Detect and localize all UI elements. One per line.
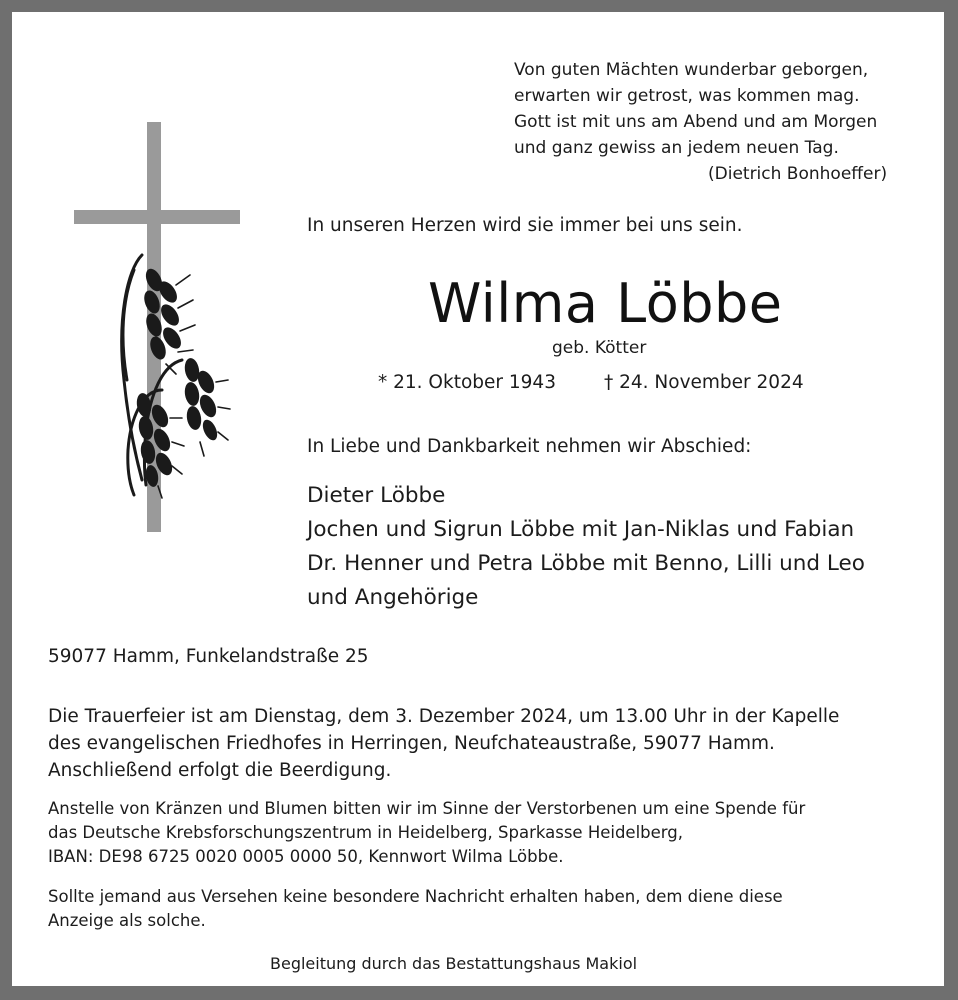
poem-author: (Dietrich Bonhoeffer) xyxy=(708,164,888,184)
family-address: 59077 Hamm, Funkelandstraße 25 xyxy=(48,646,369,667)
notice-text xyxy=(48,885,783,933)
service-line: Die Trauerfeier ist am Dienstag, dem 3. Dezember 2024, um 13.00 Uhr in der Kapelle xyxy=(48,706,840,727)
deceased-name: Wilma Löbbe xyxy=(428,272,783,335)
donation-line: Anstelle von Kränzen und Blumen bitten wir im Sinne der Verstorbenen um eine Spende für xyxy=(48,799,806,818)
mourners-list xyxy=(307,479,865,615)
poem xyxy=(514,57,887,187)
notice-line: Sollte jemand aus Versehen keine besondere Nachricht erhalten haben, dem diene diese xyxy=(48,887,783,906)
mourner-line: Jochen und Sigrun Löbbe mit Jan-Niklas und Fabian xyxy=(307,517,855,542)
service-info xyxy=(48,703,839,784)
service-line: des evangelischen Friedhofes in Herringen, Neufchateaustraße, 59077 Hamm. xyxy=(48,733,775,754)
cross-with-wheat-icon xyxy=(72,120,242,535)
funeral-home-credit: Begleitung durch das Bestattungshaus Makiol xyxy=(270,954,638,973)
birth-date: * 21. Oktober 1943 xyxy=(378,372,556,393)
intro-text: In unseren Herzen wird sie immer bei uns sein. xyxy=(307,215,743,236)
death-date: † 24. November 2024 xyxy=(603,372,804,393)
life-dates xyxy=(378,372,804,393)
donation-line: das Deutsche Krebsforschungszentrum in Heidelberg, Sparkasse Heidelberg, xyxy=(48,823,684,842)
poem-line: und ganz gewiss an jedem neuen Tag. xyxy=(514,138,839,158)
donation-line: IBAN: DE98 6725 0020 0005 0000 50, Kennwort Wilma Löbbe. xyxy=(48,847,564,866)
donation-info xyxy=(48,797,805,869)
mourner-line: Dr. Henner und Petra Löbbe mit Benno, Lilli und Leo xyxy=(307,551,865,576)
poem-line: Von guten Mächten wunderbar geborgen, xyxy=(514,60,869,80)
poem-line: erwarten wir getrost, was kommen mag. xyxy=(514,86,860,106)
poem-line: Gott ist mit uns am Abend und am Morgen xyxy=(514,112,878,132)
mourner-line: Dieter Löbbe xyxy=(307,483,446,508)
mourner-line: und Angehörige xyxy=(307,585,479,610)
notice-line: Anzeige als solche. xyxy=(48,911,206,930)
maiden-name: geb. Kötter xyxy=(552,338,647,358)
farewell-text: In Liebe und Dankbarkeit nehmen wir Abschied: xyxy=(307,436,752,457)
service-line: Anschließend erfolgt die Beerdigung. xyxy=(48,760,392,781)
obituary-card xyxy=(12,12,944,986)
